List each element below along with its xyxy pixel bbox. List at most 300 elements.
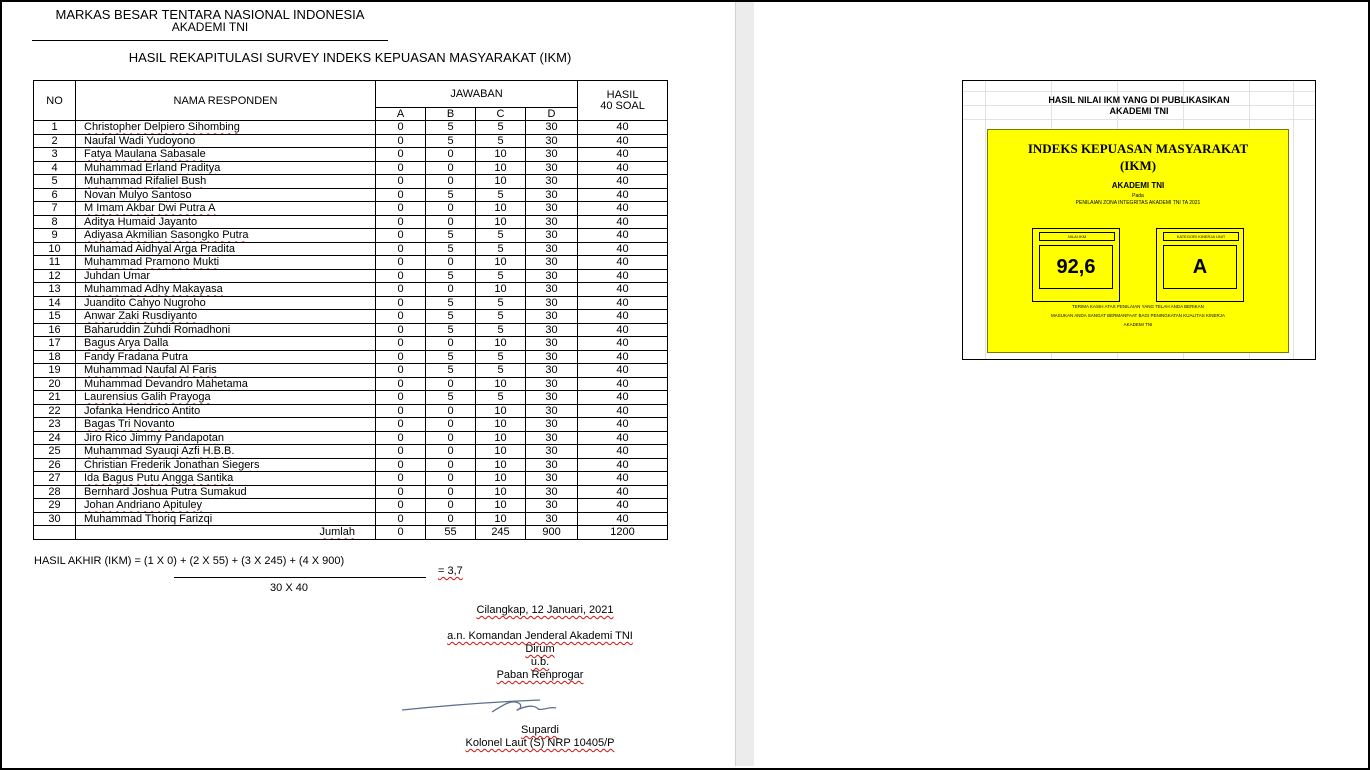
row-total: 40 [578,215,668,229]
ikm-thanks-line3: AKADEMI TNI [1123,322,1153,327]
ikm-thanks [998,302,1278,329]
row-c: 10 [476,148,526,162]
row-a: 0 [376,364,426,378]
grid-line [985,81,986,359]
row-a: 0 [376,512,426,526]
row-total: 40 [578,134,668,148]
row-no: 7 [34,202,76,216]
row-no: 13 [34,283,76,297]
row-total: 40 [578,161,668,175]
respondent-name: Aditya Humaid Jayanto [84,215,198,228]
grid-line [1293,81,1294,359]
row-no: 11 [34,256,76,270]
row-no: 23 [34,418,76,432]
table-row [34,391,668,405]
ikm-publication-card [962,80,1316,360]
row-b: 0 [426,202,476,216]
respondent-name: Laurensius Galih Prayoga [84,391,211,404]
total-d: 900 [526,526,578,540]
row-b: 0 [426,256,476,270]
respondent-name: Johan Andriano Apituley [84,499,203,512]
row-total: 40 [578,310,668,324]
row-no: 5 [34,175,76,189]
row-no: 6 [34,188,76,202]
row-total: 40 [578,364,668,378]
total-a: 0 [376,526,426,540]
ikm-context: PENILAIAN ZONA INTEGRITAS AKADEMI TNI TA 2021 [1075,200,1201,206]
row-a: 0 [376,161,426,175]
col-header-a: A [376,108,426,121]
row-name [76,499,376,513]
row-c: 10 [476,431,526,445]
row-no: 24 [34,431,76,445]
org-unit: AKADEMI TNI [171,20,249,34]
row-d: 30 [526,269,578,283]
respondent-name: Juhdan Umar [84,269,151,282]
col-header-c: C [476,108,526,121]
total-label [76,526,376,540]
row-name [76,472,376,486]
row-d: 30 [526,512,578,526]
row-a: 0 [376,499,426,513]
row-d: 30 [526,323,578,337]
row-name [76,202,376,216]
row-a: 0 [376,350,426,364]
row-b: 0 [426,161,476,175]
row-a: 0 [376,418,426,432]
respondent-name: Fatya Maulana Sabasale [84,148,206,161]
row-name [76,512,376,526]
row-a: 0 [376,431,426,445]
col-header-result-line1: HASIL [606,88,639,101]
row-c: 10 [476,485,526,499]
row-name [76,364,376,378]
signer-name [480,724,600,737]
row-c: 10 [476,377,526,391]
table-row [34,350,668,364]
table-row [34,161,668,175]
respondent-name: Christian Frederik Jonathan Siegers [84,458,260,471]
row-total: 40 [578,350,668,364]
respondent-name: Novan Mulyo Santoso [84,188,192,201]
row-name [76,242,376,256]
col-header-answers: JAWABAN [376,81,578,108]
respondent-name: Jiro Rico Jimmy Pandapotan [84,431,225,444]
ikm-title [988,140,1288,174]
row-c: 10 [476,202,526,216]
row-a: 0 [376,445,426,459]
respondent-name: Muhammad Erland Praditya [84,161,221,174]
row-d: 30 [526,188,578,202]
row-a: 0 [376,256,426,270]
row-name [76,431,376,445]
row-a: 0 [376,377,426,391]
ikm-category-box [1156,228,1244,302]
row-name [76,485,376,499]
row-b: 5 [426,350,476,364]
sign-line-2 [480,643,600,656]
col-header-name: NAMA RESPONDEN [76,81,376,121]
respondent-name: Juandito Cahyo Nugroho [84,296,206,309]
row-c: 5 [476,229,526,243]
row-b: 5 [426,134,476,148]
row-no: 30 [34,512,76,526]
respondent-name: Muhammad Thoriq Farizqi [84,512,213,525]
row-d: 30 [526,121,578,135]
table-row [34,323,668,337]
total-all: 1200 [578,526,668,540]
ikm-card-header [963,95,1315,117]
row-no: 29 [34,499,76,513]
total-label-text: Jumlah [319,526,355,539]
row-c: 5 [476,121,526,135]
row-name [76,418,376,432]
row-b: 0 [426,485,476,499]
row-d: 30 [526,337,578,351]
row-a: 0 [376,458,426,472]
respondent-name: Muhammad Syauqi Azfi H.B.B. [84,445,235,458]
row-c: 10 [476,458,526,472]
row-b: 5 [426,188,476,202]
row-total: 40 [578,269,668,283]
sign-line-1-text: a.n. Komandan Jenderal Akademi TNI [447,630,633,642]
row-name [76,188,376,202]
row-b: 0 [426,283,476,297]
row-total: 40 [578,485,668,499]
grid-line [963,119,1315,120]
row-no: 20 [34,377,76,391]
table-row [34,175,668,189]
ikm-score-label: NILAI IKM [1039,232,1115,241]
table-row [34,364,668,378]
handwritten-signature [400,692,570,718]
row-c: 10 [476,472,526,486]
row-total: 40 [578,445,668,459]
respondent-name: Ida Bagus Putu Angga Santika [84,472,234,485]
row-d: 30 [526,485,578,499]
row-b: 0 [426,418,476,432]
col-header-result-line2: 40 SOAL [600,99,645,112]
row-a: 0 [376,121,426,135]
row-c: 5 [476,242,526,256]
row-total: 40 [578,188,668,202]
respondent-name: Adiyasa Akmilian Sasongko Putra [84,229,249,242]
row-a: 0 [376,229,426,243]
row-d: 30 [526,377,578,391]
table-row [34,188,668,202]
ikm-pada: Pada [1132,193,1144,199]
row-total: 40 [578,391,668,405]
ikm-card-header-line2: AKADEMI TNI [1109,106,1169,116]
signer-name-text: Supardi [521,724,559,736]
table-row [34,215,668,229]
row-no: 8 [34,215,76,229]
row-d: 30 [526,418,578,432]
respondent-name: Muhammad Naufal Al Faris [84,364,217,377]
respondent-name: Anwar Zaki Rusdiyanto [84,310,198,323]
row-b: 5 [426,310,476,324]
table-row [34,418,668,432]
respondent-name: Bernhard Joshua Putra Sumakud [84,485,247,498]
formula-result [438,565,463,577]
row-name [76,445,376,459]
row-c: 10 [476,512,526,526]
ikm-yellow-panel [987,129,1289,353]
row-c: 5 [476,391,526,405]
row-no: 25 [34,445,76,459]
row-name [76,229,376,243]
row-total: 40 [578,121,668,135]
row-name [76,134,376,148]
row-d: 30 [526,431,578,445]
respondent-name: Naufal Wadi Yudoyono [84,134,196,147]
table-row [34,256,668,270]
recap-table-body [34,121,668,526]
row-a: 0 [376,215,426,229]
row-b: 0 [426,148,476,162]
row-name [76,269,376,283]
ikm-score-box [1032,228,1120,302]
row-c: 5 [476,269,526,283]
row-c: 10 [476,161,526,175]
sign-line-1 [410,630,670,643]
row-a: 0 [376,188,426,202]
respondent-name: Muhamad Aidhyal Arga Pradita [84,242,236,255]
row-d: 30 [526,256,578,270]
row-no: 2 [34,134,76,148]
row-no: 12 [34,269,76,283]
row-b: 0 [426,431,476,445]
row-a: 0 [376,148,426,162]
row-name [76,323,376,337]
table-row [34,431,668,445]
respondent-name: Muhammad Rifaliel Bush [84,175,207,188]
row-d: 30 [526,472,578,486]
formula-numerator: HASIL AKHIR (IKM) = (1 X 0) + (2 X 55) + (3 X 245) + (4 X 900) [34,555,345,567]
ikm-title-line1: INDEKS KEPUASAN MASYARAKAT [1027,141,1249,156]
row-total: 40 [578,242,668,256]
row-d: 30 [526,283,578,297]
row-name [76,458,376,472]
row-total: 40 [578,418,668,432]
respondent-name: Fandy Fradana Putra [84,350,188,363]
header-underline [32,40,388,41]
row-total: 40 [578,337,668,351]
row-name [76,148,376,162]
row-c: 5 [476,188,526,202]
table-row [34,269,668,283]
row-c: 10 [476,283,526,297]
row-no: 28 [34,485,76,499]
row-b: 0 [426,458,476,472]
col-header-b: B [426,108,476,121]
row-no: 15 [34,310,76,324]
place-date-text: Cilangkap, 12 Januari, 2021 [476,604,614,616]
row-c: 10 [476,499,526,513]
row-b: 5 [426,229,476,243]
respondent-name: Muhammad Adhy Makayasa [84,283,223,296]
row-c: 5 [476,134,526,148]
row-d: 30 [526,499,578,513]
row-b: 5 [426,269,476,283]
row-a: 0 [376,134,426,148]
row-no: 26 [34,458,76,472]
row-d: 30 [526,364,578,378]
page-gutter [735,2,755,766]
row-a: 0 [376,242,426,256]
row-name [76,175,376,189]
row-total: 40 [578,404,668,418]
table-row [34,472,668,486]
row-total: 40 [578,458,668,472]
ikm-category-value: A [1163,245,1237,289]
row-b: 5 [426,242,476,256]
row-total: 40 [578,499,668,513]
row-c: 10 [476,404,526,418]
row-total: 40 [578,512,668,526]
row-d: 30 [526,175,578,189]
grid-line [963,91,1315,92]
row-c: 10 [476,337,526,351]
respondent-name: Bagus Arya Dalla [84,337,169,350]
respondent-name: M Imam Akbar Dwi Putra A [84,202,216,215]
row-no: 22 [34,404,76,418]
place-date [430,604,660,617]
table-row [34,310,668,324]
row-total: 40 [578,202,668,216]
org-name: MARKAS BESAR TENTARA NASIONAL INDONESIA [55,7,365,22]
row-a: 0 [376,472,426,486]
respondent-name: Christopher Delpiero Sihombing [84,121,240,134]
row-c: 5 [476,310,526,324]
row-name [76,215,376,229]
row-d: 30 [526,134,578,148]
row-total: 40 [578,377,668,391]
row-b: 0 [426,445,476,459]
ikm-unit: AKADEMI TNI [1111,181,1165,190]
row-d: 30 [526,350,578,364]
row-total: 40 [578,431,668,445]
row-name [76,337,376,351]
signer-rank-text: Kolonel Laut (S) NRP 10405/P [465,737,615,749]
table-row [34,121,668,135]
row-a: 0 [376,404,426,418]
row-c: 10 [476,175,526,189]
total-c: 245 [476,526,526,540]
row-no: 19 [34,364,76,378]
respondent-name: Muhammad Pramono Mukti [84,256,220,269]
sign-line-4-text: Paban Renprogar [496,669,584,681]
row-d: 30 [526,242,578,256]
row-c: 5 [476,364,526,378]
row-no: 9 [34,229,76,243]
ikm-card-header-line1: HASIL NILAI IKM YANG DI PUBLIKASIKAN [1048,95,1230,105]
table-row [34,296,668,310]
row-no: 1 [34,121,76,135]
respondent-name: Bagas Tri Novanto [84,418,175,431]
row-no: 14 [34,296,76,310]
ikm-thanks-line2: MASUKAN ANDA SANGAT BERMANFAAT BAGI PENINGKATAN KUALITAS KINERJA [1051,313,1225,318]
row-b: 0 [426,377,476,391]
respondent-name: Baharuddin Zuhdi Romadhoni [84,323,231,336]
row-d: 30 [526,458,578,472]
table-row [34,134,668,148]
col-header-result [578,81,668,121]
ikm-category-label: KATEGORI KINERJA UNIT [1163,232,1239,241]
table-row [34,404,668,418]
row-d: 30 [526,310,578,324]
row-b: 0 [426,337,476,351]
ikm-thanks-line1: TERIMA KASIH ATAS PENILAIAN YANG TELAH ANDA BERIKAN [1072,304,1204,309]
row-c: 5 [476,323,526,337]
row-total: 40 [578,148,668,162]
row-name [76,283,376,297]
row-a: 0 [376,337,426,351]
row-b: 5 [426,364,476,378]
document-title: HASIL REKAPITULASI SURVEY INDEKS KEPUASAN MASYARAKAT (IKM) [128,50,572,65]
row-d: 30 [526,445,578,459]
row-name [76,256,376,270]
row-d: 30 [526,202,578,216]
row-total: 40 [578,256,668,270]
row-a: 0 [376,310,426,324]
row-total: 40 [578,283,668,297]
row-d: 30 [526,161,578,175]
row-c: 10 [476,418,526,432]
row-a: 0 [376,296,426,310]
row-a: 0 [376,485,426,499]
row-total: 40 [578,175,668,189]
table-row [34,499,668,513]
row-name [76,296,376,310]
table-row [34,148,668,162]
row-b: 5 [426,323,476,337]
row-total: 40 [578,472,668,486]
table-row [34,202,668,216]
sign-line-3-text: u.b. [530,656,550,668]
row-no: 17 [34,337,76,351]
row-b: 5 [426,296,476,310]
sign-line-2-text: Dirum [525,643,555,655]
row-c: 10 [476,215,526,229]
row-name [76,121,376,135]
formula-denominator: 30 X 40 [270,582,308,594]
row-a: 0 [376,323,426,337]
row-no: 4 [34,161,76,175]
total-row [34,526,668,540]
respondent-name: Muhammad Devandro Mahetama [84,377,248,390]
row-name [76,350,376,364]
row-b: 0 [426,499,476,513]
row-a: 0 [376,391,426,405]
row-b: 5 [426,121,476,135]
row-no: 16 [34,323,76,337]
row-no: 21 [34,391,76,405]
row-b: 5 [426,391,476,405]
row-no: 27 [34,472,76,486]
col-header-d: D [526,108,578,121]
row-b: 0 [426,215,476,229]
table-row [34,377,668,391]
row-name [76,310,376,324]
row-b: 0 [426,512,476,526]
row-d: 30 [526,229,578,243]
row-name [76,404,376,418]
table-row [34,337,668,351]
row-name [76,377,376,391]
row-name [76,391,376,405]
row-no: 18 [34,350,76,364]
